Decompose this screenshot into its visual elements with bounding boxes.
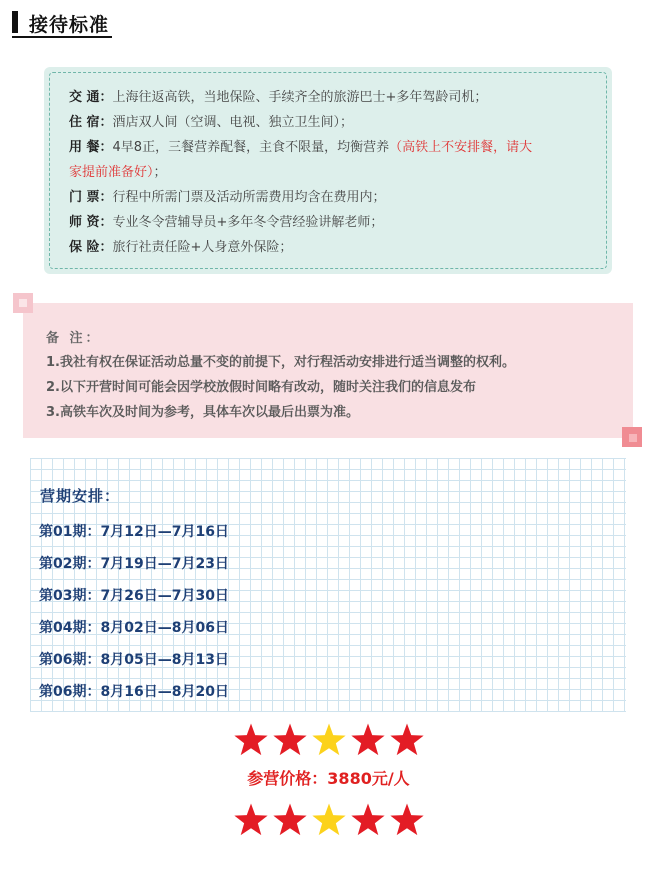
- red-star-icon: [350, 802, 386, 838]
- price-text: 参营价格：3880元/人: [247, 769, 410, 788]
- schedule-title: 营期安排：: [40, 487, 121, 505]
- schedule-item: 第06期：8月16日—8月20日: [39, 684, 229, 700]
- info-text: 旅行社责任险+人身意外保险；: [112, 240, 293, 255]
- info-label: 用 餐：: [69, 140, 113, 155]
- section-header: [12, 8, 112, 38]
- info-label: 保 险：: [69, 240, 113, 255]
- note-item: 3.高铁车次及时间为参考，具体车次以最后出票为准。: [46, 405, 359, 420]
- info-row-lodging: [69, 110, 606, 135]
- schedule-item: 第06期：8月05日—8月13日: [39, 652, 229, 668]
- notes-title: 备 注：: [46, 331, 102, 346]
- page-title: 接待标准: [29, 14, 110, 36]
- red-star-icon: [272, 802, 308, 838]
- info-row-meals: [69, 135, 606, 185]
- info-row-transport: [69, 85, 606, 110]
- red-star-icon: [233, 802, 269, 838]
- schedule-item: 第03期：7月26日—7月30日: [39, 588, 229, 604]
- info-text: 上海往返高铁，当地保险、手续齐全的旅游巴士+多年驾龄司机；: [112, 90, 488, 105]
- info-label: 住 宿：: [69, 115, 113, 130]
- info-row-insurance: [69, 235, 606, 260]
- info-row-teachers: [69, 210, 606, 235]
- note-item: 2.以下开营时间可能会因学校放假时间略有改动，随时关注我们的信息发布: [46, 380, 476, 395]
- red-star-icon: [389, 722, 425, 758]
- star-row-top: [233, 722, 425, 758]
- schedule-item: 第01期：7月12日—7月16日: [39, 524, 229, 540]
- notes-content: [46, 328, 515, 425]
- reception-standards-content: [49, 72, 607, 269]
- info-warning-text: （高铁上不安排餐，请大: [389, 140, 533, 155]
- info-label: 交 通：: [69, 90, 113, 105]
- header-accent-bar: [12, 11, 18, 33]
- red-star-icon: [350, 722, 386, 758]
- info-text: 4早8正，三餐营养配餐，主食不限量，均衡营养: [112, 140, 390, 155]
- decor-square: [19, 299, 27, 307]
- header-underline: [12, 36, 112, 38]
- star-row-bottom: [233, 802, 425, 838]
- reception-standards-box: [44, 67, 612, 274]
- red-star-icon: [272, 722, 308, 758]
- note-item: 1.我社有权在保证活动总量不变的前提下，对行程活动安排进行适当调整的权利。: [46, 355, 515, 370]
- info-text: 行程中所需门票及活动所需费用均含在费用内；: [112, 190, 386, 205]
- schedule-list: [39, 516, 229, 708]
- info-row-tickets: [69, 185, 606, 210]
- yellow-star-icon: [311, 722, 347, 758]
- info-text-tail: ；: [153, 165, 167, 180]
- info-label: 师 资：: [69, 215, 113, 230]
- info-text: 酒店双人间（空调、电视、独立卫生间）；: [112, 115, 354, 130]
- schedule-item: 第02期：7月19日—7月23日: [39, 556, 229, 572]
- info-label: 门 票：: [69, 190, 113, 205]
- red-star-icon: [233, 722, 269, 758]
- red-star-icon: [389, 802, 425, 838]
- info-warning-text-cont: 家提前准备好）: [69, 165, 154, 180]
- decor-square: [629, 434, 637, 442]
- schedule-item: 第04期：8月02日—8月06日: [39, 620, 229, 636]
- yellow-star-icon: [311, 802, 347, 838]
- info-text: 专业冬令营辅导员+多年冬令营经验讲解老师；: [112, 215, 384, 230]
